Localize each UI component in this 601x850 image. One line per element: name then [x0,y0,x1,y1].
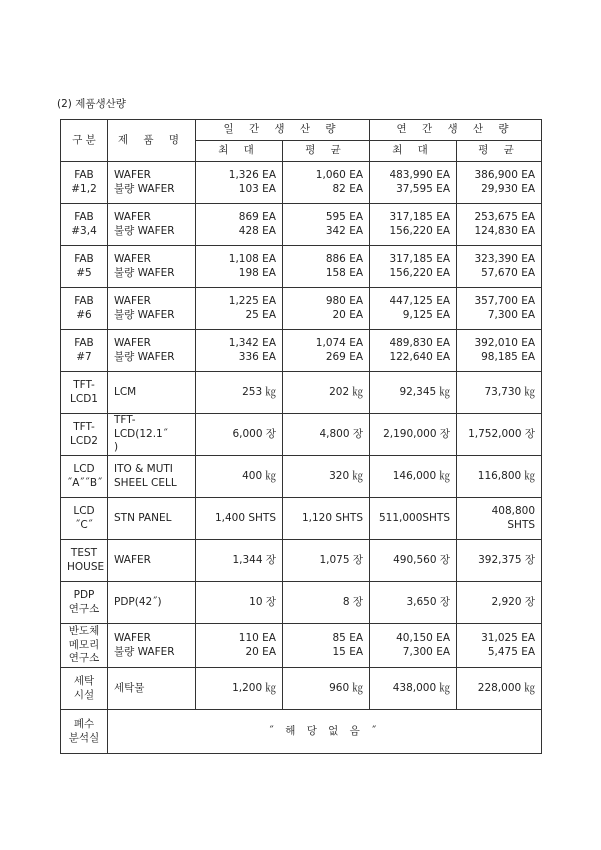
product-cell: WAFER [108,540,196,582]
product-cell: PDP(42˝) [108,582,196,624]
daily-max-cell: 1,200 ㎏ [196,668,283,710]
header-annual-max: 최 대 [370,141,457,162]
division-cell: LCD ˝C˝ [61,498,108,540]
product-cell: 세탁물 [108,668,196,710]
annual-max-cell: 489,830 EA 122,640 EA [370,330,457,372]
table-row [61,246,542,288]
division-cell: 반도체 메모리 연구소 [61,624,108,668]
product-cell: WAFER 불량 WAFER [108,162,196,204]
daily-avg-cell: 202 ㎏ [283,372,370,414]
daily-avg-cell: 85 EA 15 EA [283,624,370,668]
production-table [60,119,542,754]
daily-avg-cell: 8 장 [283,582,370,624]
annual-avg-cell: 408,800 SHTS [457,498,542,540]
daily-avg-cell: 886 EA 158 EA [283,246,370,288]
annual-max-cell: 511,000SHTS [370,498,457,540]
product-cell: WAFER 불량 WAFER [108,246,196,288]
annual-max-cell: 146,000 ㎏ [370,456,457,498]
daily-max-cell: 1,342 EA 336 EA [196,330,283,372]
table-row [61,288,542,330]
division-cell: PDP 연구소 [61,582,108,624]
daily-max-cell: 10 장 [196,582,283,624]
division-cell: TFT- LCD1 [61,372,108,414]
annual-max-cell: 2,190,000 장 [370,414,457,456]
annual-avg-cell: 323,390 EA 57,670 EA [457,246,542,288]
table-row [61,204,542,246]
division-cell: 폐수 분석실 [61,710,108,754]
daily-avg-cell: 960 ㎏ [283,668,370,710]
daily-max-cell: 1,108 EA 198 EA [196,246,283,288]
header-annual-avg: 평 균 [457,141,542,162]
division-cell: TFT- LCD2 [61,414,108,456]
table-row [61,668,542,710]
table-row [61,498,542,540]
table-row [61,414,542,456]
daily-avg-cell: 4,800 장 [283,414,370,456]
product-cell: WAFER 불량 WAFER [108,288,196,330]
daily-max-cell: 400 ㎏ [196,456,283,498]
daily-avg-cell: 1,075 장 [283,540,370,582]
daily-max-cell: 1,225 EA 25 EA [196,288,283,330]
header-daily-max: 최 대 [196,141,283,162]
annual-avg-cell: 357,700 EA 7,300 EA [457,288,542,330]
annual-avg-cell: 116,800 ㎏ [457,456,542,498]
section-title: (2) 제품생산량 [57,98,126,110]
division-cell: LCD ˝A˝˝B˝ [61,456,108,498]
product-cell: STN PANEL [108,498,196,540]
annual-max-cell: 483,990 EA 37,595 EA [370,162,457,204]
annual-avg-cell: 253,675 EA 124,830 EA [457,204,542,246]
annual-max-cell: 447,125 EA 9,125 EA [370,288,457,330]
division-cell: FAB #6 [61,288,108,330]
table-row [61,456,542,498]
table-row [61,330,542,372]
daily-avg-cell: 1,060 EA 82 EA [283,162,370,204]
product-cell: TFT-LCD(12.1˝ ) [108,414,196,456]
annual-avg-cell: 1,752,000 장 [457,414,542,456]
daily-max-cell: 869 EA 428 EA [196,204,283,246]
table-row [61,372,542,414]
daily-avg-cell: 595 EA 342 EA [283,204,370,246]
division-cell: FAB #5 [61,246,108,288]
annual-avg-cell: 2,920 장 [457,582,542,624]
annual-avg-cell: 386,900 EA 29,930 EA [457,162,542,204]
annual-max-cell: 438,000 ㎏ [370,668,457,710]
daily-max-cell: 1,326 EA 103 EA [196,162,283,204]
annual-max-cell: 92,345 ㎏ [370,372,457,414]
product-cell: LCM [108,372,196,414]
product-cell: ITO & MUTI SHEEL CELL [108,456,196,498]
daily-max-cell: 1,344 장 [196,540,283,582]
not-applicable-note: ˝ 해 당 없 음 ˝ [108,710,542,754]
annual-max-cell: 3,650 장 [370,582,457,624]
daily-max-cell: 110 EA 20 EA [196,624,283,668]
daily-avg-cell: 1,120 SHTS [283,498,370,540]
daily-avg-cell: 1,074 EA 269 EA [283,330,370,372]
annual-max-cell: 490,560 장 [370,540,457,582]
header-daily: 일 간 생 산 량 [196,120,370,141]
header-product: 제 품 명 [108,120,196,162]
daily-max-cell: 1,400 SHTS [196,498,283,540]
division-cell: 세탁 시설 [61,668,108,710]
product-cell: WAFER 불량 WAFER [108,204,196,246]
annual-avg-cell: 392,010 EA 98,185 EA [457,330,542,372]
product-cell: WAFER 불량 WAFER [108,330,196,372]
table-row [61,624,542,668]
annual-avg-cell: 73,730 ㎏ [457,372,542,414]
table-row [61,540,542,582]
division-cell: FAB #3,4 [61,204,108,246]
annual-avg-cell: 392,375 장 [457,540,542,582]
annual-avg-cell: 31,025 EA 5,475 EA [457,624,542,668]
division-cell: TEST HOUSE [61,540,108,582]
annual-max-cell: 317,185 EA 156,220 EA [370,246,457,288]
annual-avg-cell: 228,000 ㎏ [457,668,542,710]
table-row [61,582,542,624]
table-row [61,162,542,204]
product-cell: WAFER 불량 WAFER [108,624,196,668]
table-row [61,710,542,754]
header-daily-avg: 평 균 [283,141,370,162]
annual-max-cell: 40,150 EA 7,300 EA [370,624,457,668]
header-annual: 연 간 생 산 량 [370,120,542,141]
header-division: 구 분 [61,120,108,162]
daily-avg-cell: 320 ㎏ [283,456,370,498]
division-cell: FAB #7 [61,330,108,372]
daily-max-cell: 253 ㎏ [196,372,283,414]
annual-max-cell: 317,185 EA 156,220 EA [370,204,457,246]
division-cell: FAB #1,2 [61,162,108,204]
daily-max-cell: 6,000 장 [196,414,283,456]
daily-avg-cell: 980 EA 20 EA [283,288,370,330]
